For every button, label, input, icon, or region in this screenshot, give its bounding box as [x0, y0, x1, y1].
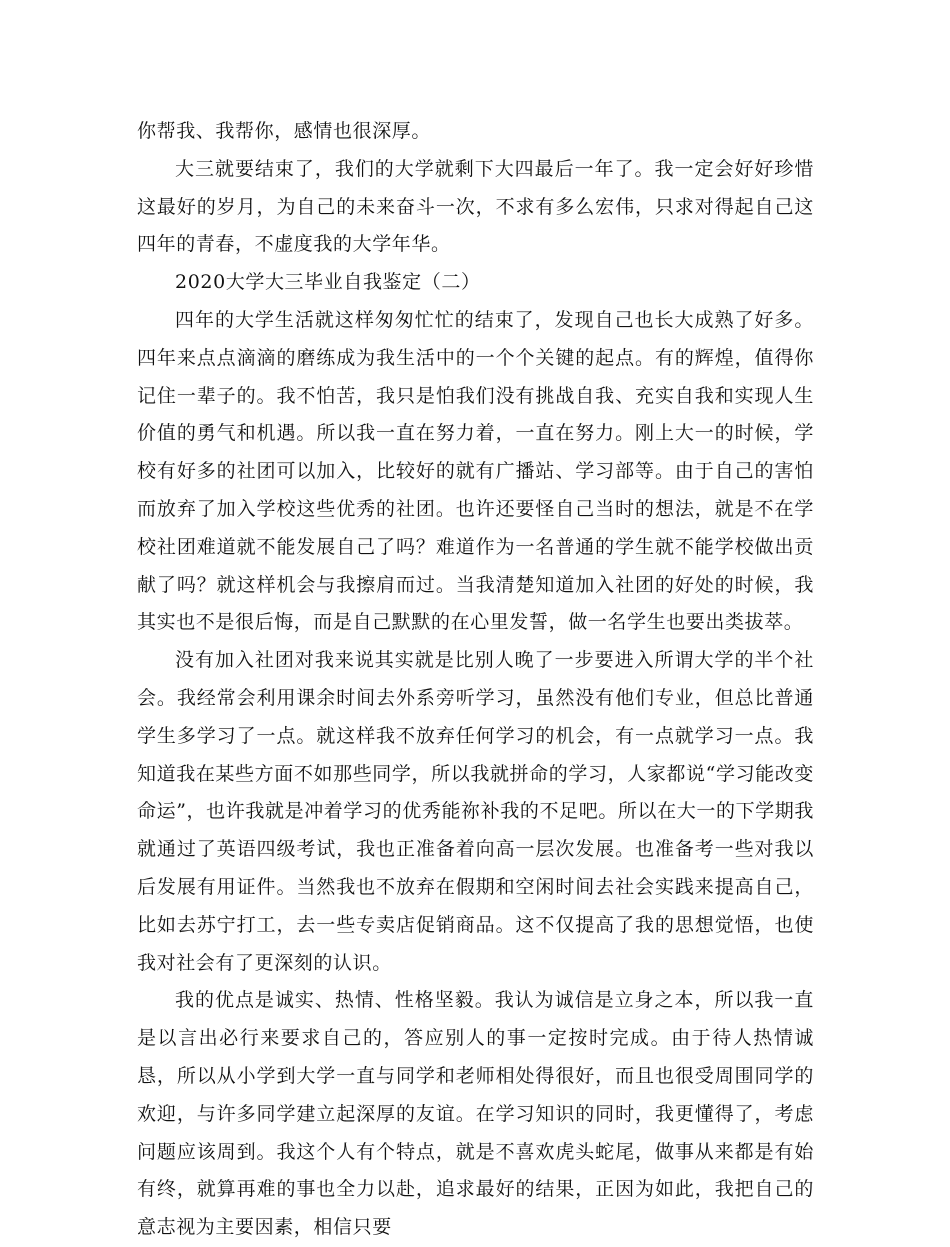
paragraph: 你帮我、我帮你，感情也很深厚。 — [137, 120, 432, 142]
paragraph: 四年的大学生活就这样匆匆忙忙的结束了，发现自己也长大成熟了好多。四年来点点滴滴的磨练成为我生活中的一个个关键的起点。有的辉煌，值得你记住一辈子的。我不怕苦，我只是怕我们没有挑战自我、充实自我和实现人生价值的勇气和机遇。所以我一直在努力着，一直在努力。刚上大一的时候，学校有好多的社团可以加入，比较好的就有广播站、学习部等。由于自己的害怕而放弃了加入学校这些优秀的社团。也许还要怪自己当时的想法，就是不在学校社团难道就不能发展自己了吗？难道作为一名普通的学生就不能学校做出贡献了吗？就这样机会与我擦肩而过。当我清楚知道加入社团的好处的时候，我其实也不是很后悔，而是自己默默的在心里发誓，做一名学生也要出类拔萃。 — [137, 308, 814, 634]
paragraph: 没有加入社团对我来说其实就是比别人晚了一步要进入所谓大学的半个社会。我经常会利用课余时间去外系旁听学习，虽然没有他们专业，但总比普通学生多学习了一点。就这样我不放弃任何学习的机会，有一点就学习一点。我知道我在某些方面不如那些同学，所以我就拼命的学习，人家都说“学习能改变命运”，也许我就是冲着学习的优秀能祢补我的不足吧。所以在大一的下学期我就通过了英语四级考试，我也正准备着向高一层次发展。也准备考一些对我以后发展有用证件。当然我也不放弃在假期和空闲时间去社会实践来提高自己，比如去苏宁打工，去一些专卖店促销商品。这不仅提高了我的思想觉悟，也使我对社会有了更深刻的认识。 — [137, 649, 814, 974]
paragraph: 大三就要结束了，我们的大学就剩下大四最后一年了。我一定会好好珍惜这最好的岁月，为自己的未来奋斗一次，不求有多么宏伟，只求对得起自己这四年的青春，不虚度我的大学年华。 — [137, 157, 814, 256]
paragraph: 我的优点是诚实、热情、性格坚毅。我认为诚信是立身之本，所以我一直是以言出必行来要求自己的，答应别人的事一定按时完成。由于待人热情诚恳，所以从小学到大学一直与同学和老师相处得很好，而且也很受周围同学的欢迎，与许多同学建立起深厚的友谊。在学习知识的同时，我更懂得了，考虑问题应该周到。我这个人有个特点，就是不喜欢虎头蛇尾，做事从来都是有始有终，就算再难的事也全力以赴，追求最好的结果，正因为如此，我把自己的意志视为主要因素，相信只要 — [137, 989, 814, 1239]
section-heading: 2020大学大三毕业自我鉴定（二） — [175, 271, 481, 294]
document-body — [137, 113, 814, 1247]
